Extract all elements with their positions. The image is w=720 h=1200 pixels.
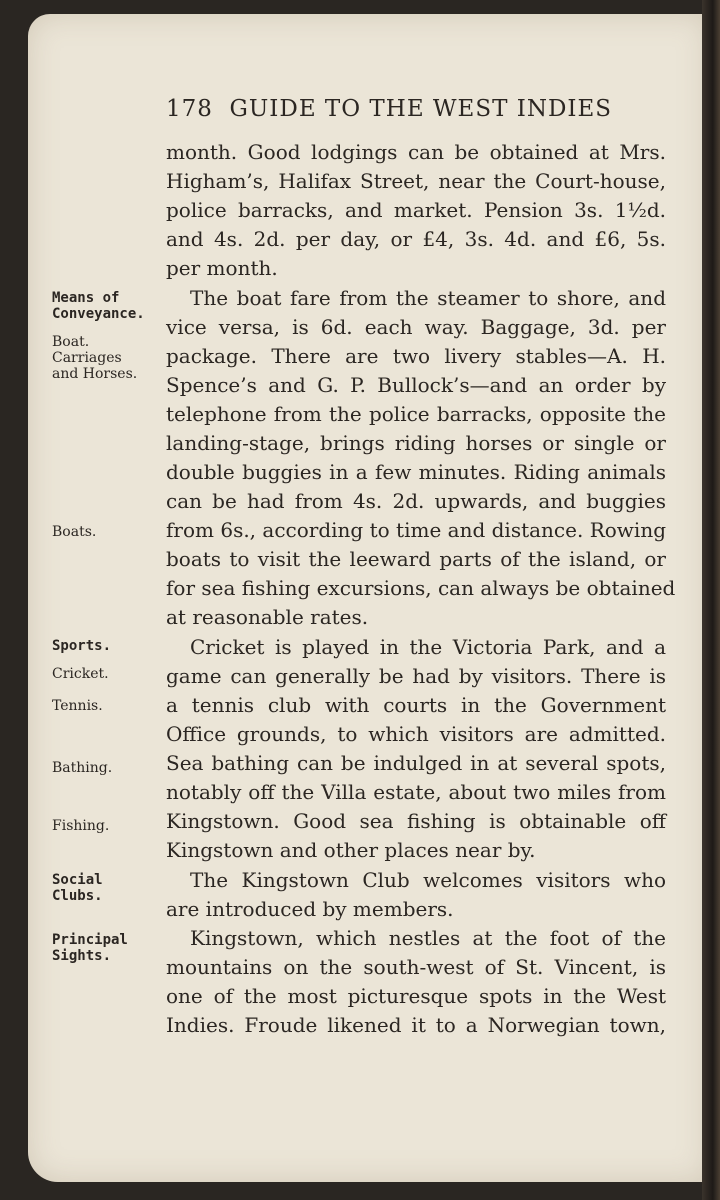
- body-line: mountains on the south-west of St. Vincent, is: [166, 955, 666, 979]
- body-line: Indies. Froude likened it to a Norwegian town,: [166, 1013, 666, 1037]
- body-line: Office grounds, to which visitors are admitted.: [166, 722, 666, 746]
- body-line: at reasonable rates.: [166, 605, 369, 629]
- body-line: boats to visit the leeward parts of the island, or: [166, 547, 666, 571]
- margin-note-boats: Boats.: [52, 524, 97, 540]
- body-line: game can generally be had by visitors. There is: [166, 664, 666, 688]
- margin-note-bathing: Bathing.: [52, 760, 113, 776]
- running-header: [166, 96, 612, 122]
- margin-note-social-clubs: Social Clubs.: [52, 872, 103, 904]
- body-line: Cricket is played in the Victoria Park, and a: [190, 635, 666, 659]
- body-line: a tennis club with courts in the Government: [166, 693, 666, 717]
- margin-note-cricket: Cricket.: [52, 666, 109, 682]
- margin-note-carriages: Carriages and Horses.: [52, 350, 138, 382]
- body-line: are introduced by members.: [166, 897, 454, 921]
- body-line: for sea fishing excursions, can always be obtained: [166, 576, 676, 600]
- body-line: police barracks, and market. Pension 3s. 1½d.: [166, 198, 666, 222]
- body-line: double buggies in a few minutes. Riding animals: [166, 460, 666, 484]
- running-title: GUIDE TO THE WEST INDIES: [229, 96, 613, 122]
- book-spine: [702, 0, 720, 1200]
- margin-note-principal-sights: Principal Sights.: [52, 932, 128, 964]
- body-line: vice versa, is 6d. each way. Baggage, 3d. per: [166, 315, 666, 339]
- body-line: Sea bathing can be indulged in at several spots,: [166, 751, 666, 775]
- body-line: and 4s. 2d. per day, or £4, 3s. 4d. and £6, 5s.: [166, 227, 666, 251]
- margin-note-fishing: Fishing.: [52, 818, 110, 834]
- body-line: Higham’s, Halifax Street, near the Court-house,: [166, 169, 666, 193]
- body-line: landing-stage, brings riding horses or single or: [166, 431, 666, 455]
- body-line: Kingstown, which nestles at the foot of the: [190, 926, 666, 950]
- body-line: can be had from 4s. 2d. upwards, and buggies: [166, 489, 666, 513]
- body-line: month. Good lodgings can be obtained at Mrs.: [166, 140, 666, 164]
- body-line: notably off the Villa estate, about two miles from: [166, 780, 666, 804]
- margin-note-sports: Sports.: [52, 638, 112, 654]
- page-number: 178: [166, 96, 213, 122]
- body-line: telephone from the police barracks, opposite the: [166, 402, 666, 426]
- body-line: from 6s., according to time and distance. Rowing: [166, 518, 666, 542]
- body-line: The boat fare from the steamer to shore, and: [190, 286, 666, 310]
- margin-note-boat: Boat.: [52, 334, 90, 350]
- body-line: package. There are two livery stables—A. H.: [166, 344, 666, 368]
- margin-note-means-of-conveyance: Means of Conveyance.: [52, 290, 145, 322]
- body-line: The Kingstown Club welcomes visitors who: [190, 868, 666, 892]
- body-line: Kingstown. Good sea fishing is obtainable off: [166, 809, 666, 833]
- body-line: one of the most picturesque spots in the West: [166, 984, 666, 1008]
- body-line: per month.: [166, 256, 278, 280]
- body-line: Kingstown and other places near by.: [166, 838, 536, 862]
- body-line: Spence’s and G. P. Bullock’s—and an order by: [166, 373, 666, 397]
- margin-note-tennis: Tennis.: [52, 698, 103, 714]
